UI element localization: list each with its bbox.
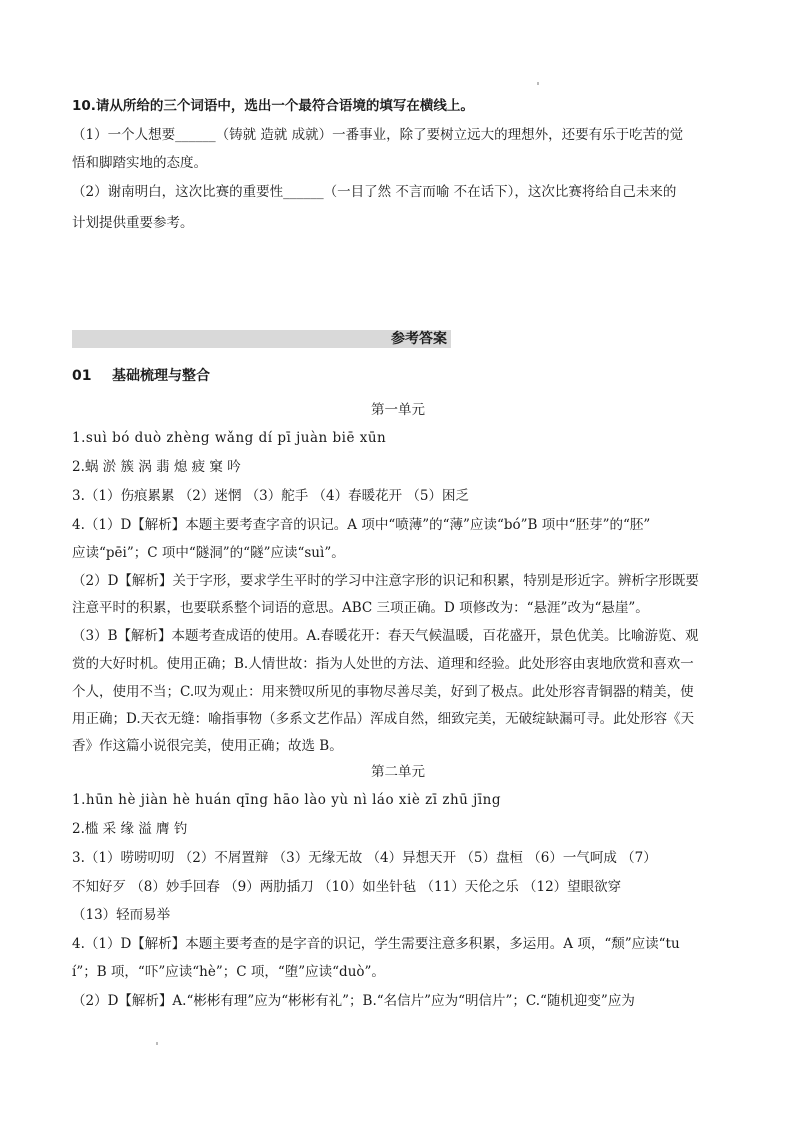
unit-1-line: 1.suì bó duò zhèng wǎng dí pī juàn biē xūn [72,430,387,446]
unit-1-line: 香》作这篇小说很完美，使用正确；故选 B。 [72,738,343,754]
unit-1-line: 赏的大好时机。使用正确；B.人情世故：指为人处世的方法、道理和经验。此处形容由衷地欣赏和喜欢一 [72,656,694,672]
answers-banner [72,330,451,348]
unit-2-title: 第二单元 [371,764,425,780]
section-number: 01 [72,368,92,384]
answers-banner-title: 参考答案 [391,331,447,347]
question-item-1-line-2: 悟和脚踏实地的态度。 [72,155,207,171]
unit-1-line: 4.（1）D【解析】本题主要考查字音的识记。A 项中“喷薄”的“薄”应读“bó”B 项中“胚芽”的“胚” [72,517,651,533]
unit-2-line: í”；B 项，“吓”应读“hè”；C 项，“堕”应读“duò”。 [72,964,385,980]
unit-2-line: 1.hūn hè jiàn hè huán qīng hāo lào yù nì láo xiè zī zhū jīng [72,792,501,808]
unit-2-line: 不知好歹 （8）妙手回春 （9）两肋插刀 （10）如坐针毡 （11）天伦之乐 （12）望眼欲穿 [72,879,622,895]
unit-2-line: 3.（1）唠唠叨叨 （2）不屑置辩 （3）无缘无故 （4）异想天开 （5）盘桓 （6）一气呵成 （7） [72,850,657,866]
unit-1-title: 第一单元 [371,402,425,418]
unit-1-line: （3）B【解析】本题考查成语的使用。A.春暖花开：春天气候温暖，百花盛开，景色优美。比喻游览、观 [72,628,699,644]
section-heading [72,366,210,386]
scan-mark [156,1042,158,1045]
unit-1-line: 3.（1）伤痕累累 （2）迷惘 （3）舵手 （4）春暖花开 （5）困乏 [72,488,469,504]
unit-2-line: （13）轻而易举 [72,907,171,923]
unit-2-line: 4.（1）D【解析】本题主要考查的是字音的识记，学生需要注意多积累，多运用。A 项，“颓”应读“tu [72,936,680,952]
unit-1-line: （2）D【解析】关于字形，要求学生平时的学习中注意字形的识记和积累，特别是形近字。辨析字形既要 [72,573,699,589]
unit-2-line: （2）D【解析】A.“彬彬有理”应为“彬彬有礼”；B.“名信片”应为“明信片”；C.“随机迎变”应为 [72,993,635,1009]
question-item-2-line-2: 计划提供重要参考。 [72,215,194,231]
unit-1-line: 注意平时的积累，也要联系整个词语的意思。ABC 三项正确。D 项修改为：“悬涯”改为“悬崖”。 [72,600,649,616]
unit-1-line: 用正确；D.天衣无缝：喻指事物（多系文艺作品）浑成自然，细致完美，无破绽缺漏可寻。此处形容《天 [72,711,695,727]
question-item-1-line-1: （1）一个人想要______（铸就 造就 成就）一番事业，除了要树立远大的理想外，还要有乐于吃苦的觉 [72,127,684,143]
section-title: 基础梳理与整合 [112,368,210,384]
scan-mark [537,82,539,85]
unit-1-line: 2.蜗 淤 簇 涡 翡 熄 疲 窠 吟 [72,459,241,475]
unit-1-line: 应读“pēi”；C 项中“隧洞”的“隧”应读“suì”。 [72,545,345,561]
unit-1-line: 个人，使用不当；C.叹为观止：用来赞叹所见的事物尽善尽美，好到了极点。此处形容青铜器的精美，使 [72,684,694,700]
unit-2-line: 2.槛 采 缘 溢 膺 钓 [72,821,188,837]
question-title: 10.请从所给的三个词语中，选出一个最符合语境的填写在横线上。 [72,98,474,114]
question-item-2-line-1: （2）谢南明白，这次比赛的重要性______（一目了然 不言而喻 不在话下），这次比赛将给自己未来的 [72,184,677,200]
